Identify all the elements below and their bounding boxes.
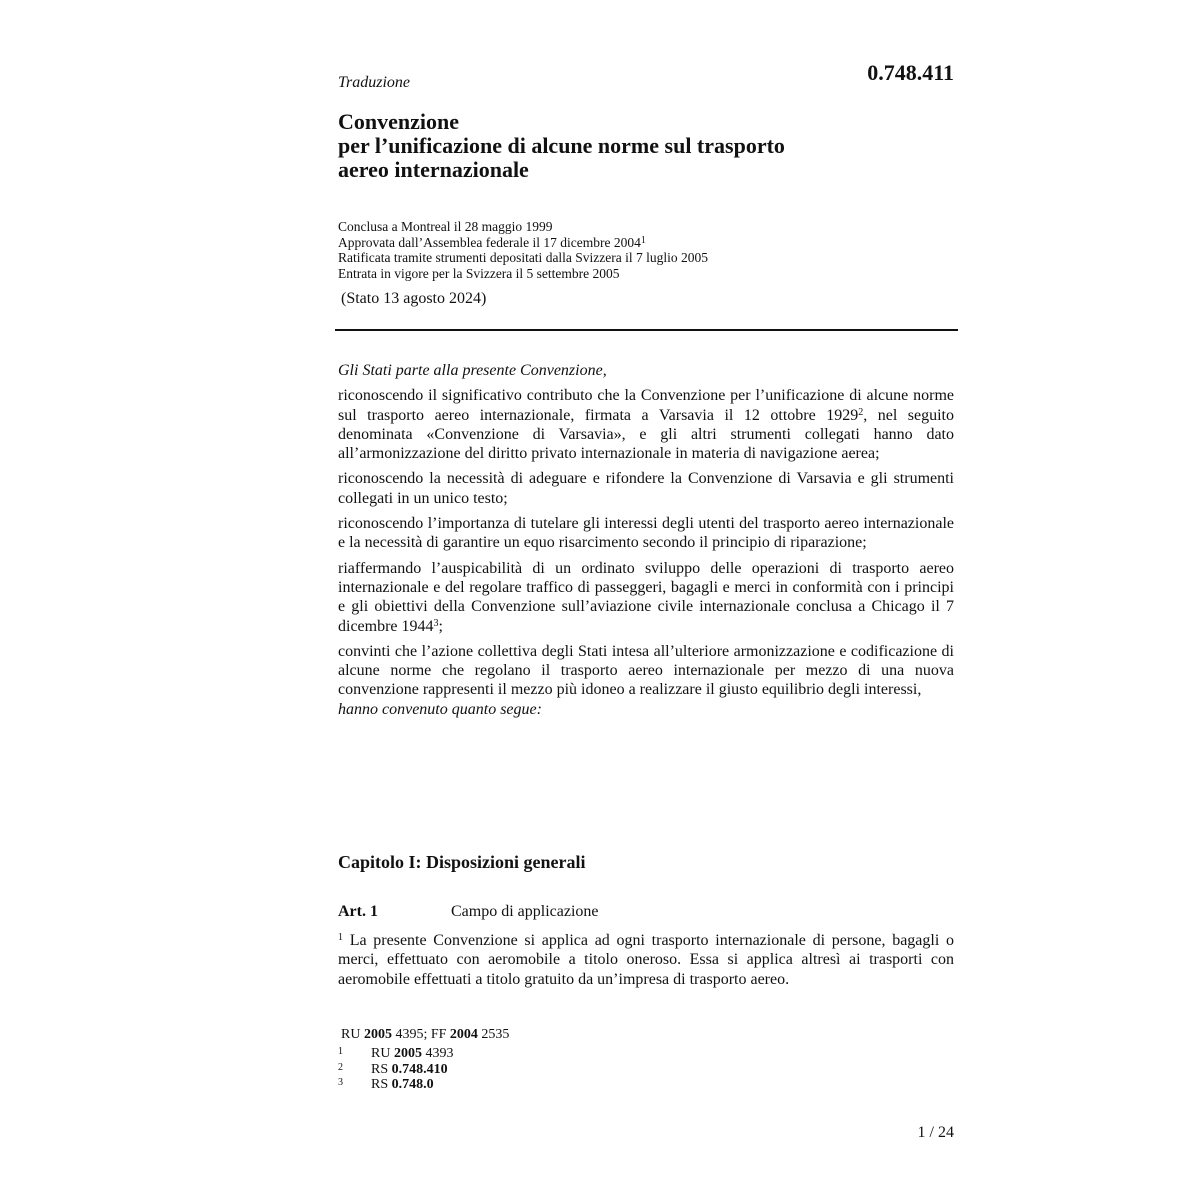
horizontal-divider xyxy=(335,329,958,331)
title-line-2: per l’unificazione di alcune norme sul trasporto xyxy=(338,133,785,158)
paragraph-number: 1 xyxy=(338,932,343,943)
preamble-paragraph: riaffermando l’auspicabilità di un ordinato sviluppo delle operazioni di trasporto aereo internazionale e del regolare traffico di passeggeri, bagagli e merci in conformità con i principi e gli obiettivi della Convenzione sull’aviazione civile internazionale conclusa a Chicago il 7 dicembre 1944$^3$; xyxy=(338,559,954,635)
publication-reference: RU 2005 4395; FF 2004 2535 xyxy=(341,1027,510,1042)
translation-label: Traduzione xyxy=(338,74,411,91)
preamble-paragraph: convinti che l’azione collettiva degli Stati intesa all’ulteriore armonizzazione e codificazione di alcune norme che regolano il trasporto aereo internazionale per mezzo di una nuova convenzione rappresenti il mezzo più idoneo a realizzare il giusto equilibrio degli interessi, xyxy=(338,642,954,699)
preamble-intro: Gli Stati parte alla presente Convenzione, xyxy=(338,362,607,379)
preamble xyxy=(338,361,954,725)
title-line-1: Convenzione xyxy=(338,109,459,134)
meta-approvata: Approvata dall’Assemblea federale il 17 dicembre 2004$^1$ xyxy=(338,234,646,250)
chapter-heading: Capitolo I: Disposizioni generali xyxy=(338,852,586,872)
document-metadata xyxy=(338,219,708,281)
document-page: Traduzione 0.748.411 Convenzione per l’unificazione di alcune norme sul trasporto aereo internazionale Conclusa a Montreal il 28 maggio 1999 Approvata dall’Assemblea federale il 17 dicembre 2004$^1$ Ratificata tramite strumenti depositati dalla Svizzera il 7 luglio 2005 Entrata in vigore per la Svizzera il 5 settembre 2005 (Stato 13 agosto 2024) Gli Stati parte alla presente Convenzione, riconoscendo il significativo contributo che la Convenzione per l’unificazione di alcune norme sul trasporto aereo internazionale, firmata a Varsavia il 12 ottobre 1929$^2$, nel seguito denominata «Convenzione di Varsavia», e gli altri strumenti collegati hanno dato all’armonizzazione del diritto privato internazionale in materia di navigazione aerea; riconoscendo la necessità di adeguare e rifondere la Convenzione di Varsavia e gli strumenti collegati in un unico testo; riconoscendo l’importanza di tutelare gli interessi degli utenti del trasporto aereo internazionale e la necessità di garantire un equo risarcimento secondo il principio di riparazione; riaffermando l’auspicabilità di un ordinato sviluppo delle operazioni di trasporto aereo internazionale e del regolare traffico di passeggeri, bagagli e merci in conformità con i principi e gli obiettivi della Convenzione sull’aviazione civile internazionale conclusa a Chicago il 7 dicembre 1944$^3$; convinti che l’azione collettiva degli Stati intesa all’ulteriore armonizzazione e codificazione di alcune norme che regolano il trasporto aereo internazionale per mezzo di una nuova convenzione rappresenti il mezzo più idoneo a realizzare il giusto equilibrio degli interessi, hanno convenuto quanto segue: Capitolo I: Disposizioni generali Art. 1 Campo di applicazione $^1$ La presente Convenzione si applica ad ogni trasporto internazionale di persone, bagagli o merci, effettuato con aeromobile a titolo oneroso. Essa si applica altresì ai trasporti con aeromobile effettuati a titolo gratuito da un’impresa di trasporto aereo. RU 2005 4395; FF 2004 2535 1 RU 2005 4393 2 RS 0.748.410 3 RS 0.748.0 1 / 24 xyxy=(0,0,1200,1200)
article-paragraph: $^1$ La presente Convenzione si applica ad ogni trasporto internazionale di persone, bagagli o merci, effettuato con aeromobile a titolo oneroso. Essa si applica altresì ai trasporti con aeromobile effettuati a titolo gratuito da un’impresa di trasporto aereo. xyxy=(338,932,954,988)
footnote-number: 3 xyxy=(338,1077,343,1088)
meta-entrata: Entrata in vigore per la Svizzera il 5 settembre 2005 xyxy=(338,265,620,281)
article-title: Campo di applicazione xyxy=(451,903,599,920)
preamble-paragraph: riconoscendo la necessità di adeguare e rifondere la Convenzione di Varsavia e gli strumenti collegati in un unico testo; xyxy=(338,470,954,507)
footnote-ref[interactable]: 3 xyxy=(433,617,439,629)
page-number: 1 / 24 xyxy=(917,1124,954,1141)
footnote-number: 2 xyxy=(338,1061,343,1073)
meta-ratificata: Ratificata tramite strumenti depositati dalla Svizzera il 7 luglio 2005 xyxy=(338,250,709,265)
meta-conclusa: Conclusa a Montreal il 28 maggio 1999 xyxy=(338,219,553,234)
sr-number: 0.748.411 xyxy=(867,60,954,85)
article-number: Art. 1 xyxy=(338,903,378,920)
footnote-ref[interactable]: 2 xyxy=(858,406,864,418)
title-line-3: aereo internazionale xyxy=(338,157,529,182)
preamble-closing: hanno convenuto quanto segue: xyxy=(338,700,542,718)
document-title xyxy=(338,110,898,182)
preamble-paragraph: riconoscendo il significativo contributo che la Convenzione per l’unificazione di alcune norme sul trasporto aereo internazionale, firmata a Varsavia il 12 ottobre 1929$^2$, nel seguito denominata «Convenzione di Varsavia», e gli altri strumenti collegati hanno dato all’armonizzazione del diritto privato internazionale in materia di navigazione aerea; xyxy=(338,387,955,463)
footnote-ref[interactable]: 1 xyxy=(640,234,646,246)
preamble-paragraph: riconoscendo l’importanza di tutelare gli interessi degli utenti del trasporto aereo internazionale e la necessità di garantire un equo risarcimento secondo il principio di riparazione; xyxy=(338,515,954,552)
footnote-number: 1 xyxy=(338,1046,343,1057)
status-date: (Stato 13 agosto 2024) xyxy=(341,290,487,307)
